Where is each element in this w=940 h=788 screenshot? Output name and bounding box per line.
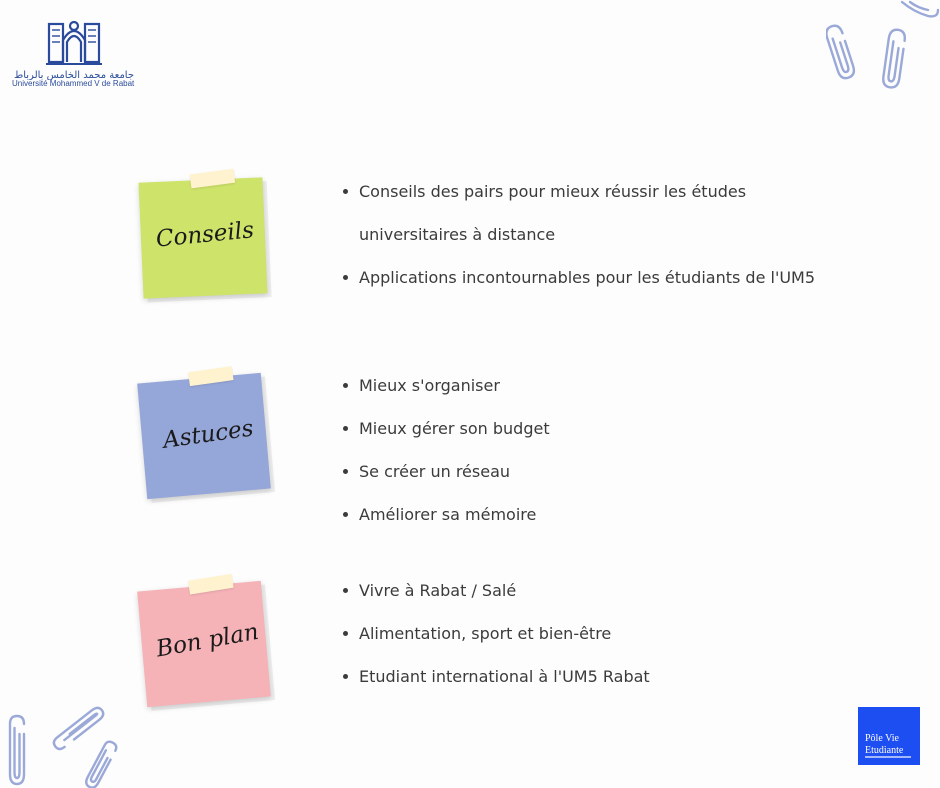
list-item: Alimentation, sport et bien-être	[342, 612, 902, 655]
tape	[190, 169, 235, 189]
sticky-note-bon-plan	[137, 581, 271, 707]
list-item: Se créer un réseau	[342, 450, 902, 493]
badge-underline	[865, 756, 911, 758]
university-crest-icon	[46, 18, 102, 66]
list-item-continuation: universitaires à distance	[359, 225, 556, 244]
conseils-list	[342, 170, 902, 299]
list-item: Conseils des pairs pour mieux réussir les études	[342, 170, 902, 213]
pole-vie-etudiante-badge	[858, 707, 920, 765]
university-logo	[10, 18, 138, 92]
list-item: Mieux gérer son budget	[342, 407, 902, 450]
tape	[188, 574, 234, 595]
list-item: Vivre à Rabat / Salé	[342, 569, 902, 612]
sticky-note-conseils	[139, 177, 268, 298]
paperclip-icon	[46, 704, 112, 752]
list-item: Mieux s'organiser	[342, 364, 902, 407]
paperclip-icon	[80, 738, 124, 788]
paperclip-icon	[826, 20, 860, 82]
list-item: Applications incontournables pour les étudiants de l'UM5	[342, 256, 902, 299]
astuces-list	[342, 364, 902, 536]
svg-text:جامعة محمد الخامس بالرباط: جامعة محمد الخامس بالرباط	[13, 70, 135, 80]
badge-line-2: Etudiante	[865, 745, 904, 756]
note-label-astuces: Astuces	[161, 415, 256, 454]
list-item: Améliorer sa mémoire	[342, 493, 902, 536]
paperclip-icon	[880, 26, 914, 92]
note-label-conseils: Conseils	[154, 217, 256, 253]
bon-plan-list	[342, 569, 902, 698]
university-name: Université Mohammed V de Rabat	[12, 79, 135, 88]
paperclip-icon	[4, 712, 34, 788]
badge-line-1: Pôle Vie	[865, 733, 899, 744]
note-label-bon-plan: Bon plan	[154, 618, 261, 663]
tape	[188, 366, 234, 386]
list-item: Etudiant international à l'UM5 Rabat	[342, 655, 902, 698]
paperclip-icon	[898, 0, 940, 20]
sticky-note-astuces	[137, 373, 271, 499]
